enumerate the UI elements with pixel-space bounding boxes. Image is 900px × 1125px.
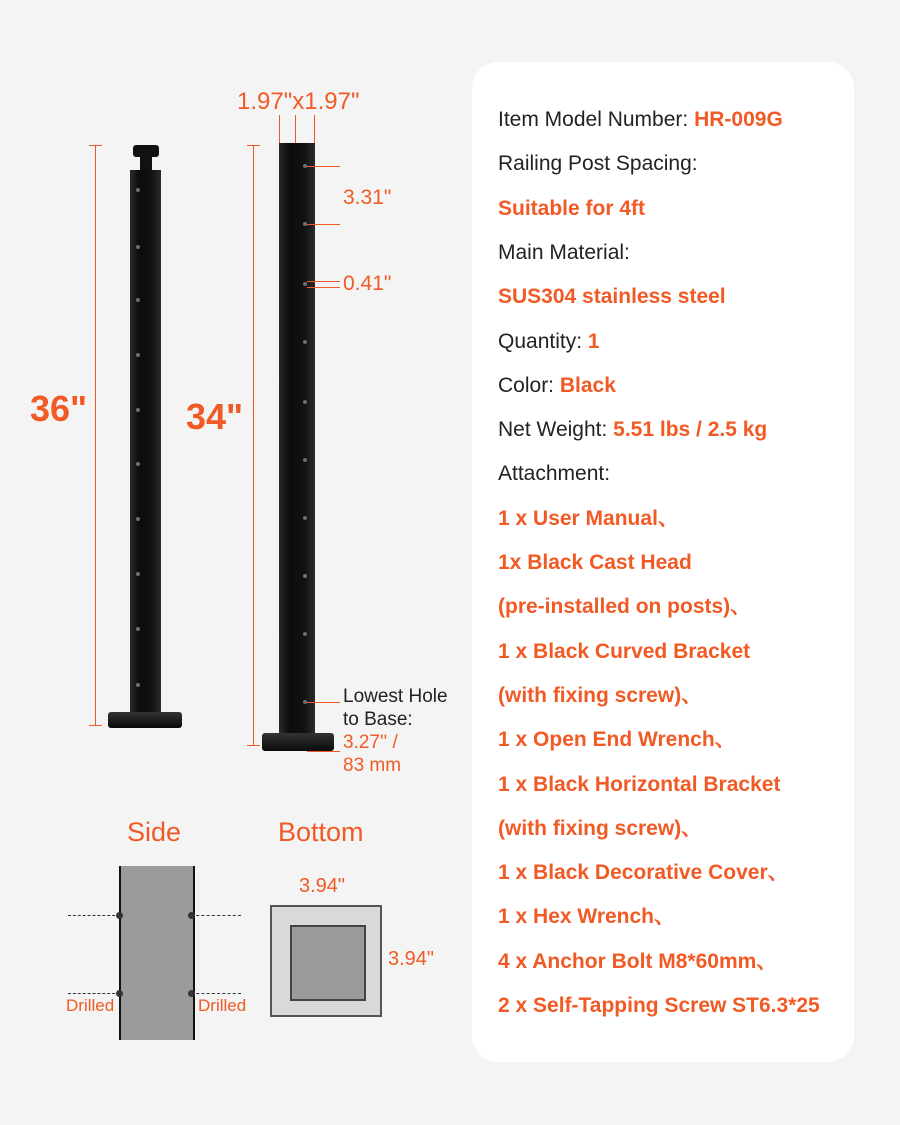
spec-value: 2 x Self-Tapping Screw ST6.3*25 — [498, 994, 820, 1017]
hole — [136, 517, 140, 521]
spec-line — [498, 107, 783, 133]
spec-value: Black — [559, 373, 616, 397]
spec-value: HR-009G — [694, 108, 783, 131]
hole — [136, 353, 140, 357]
spec-value: 1x Black Cast Head — [498, 551, 692, 574]
drill-point — [188, 912, 195, 919]
spec-line — [498, 949, 777, 975]
spec-line — [498, 639, 750, 665]
post-height-bottom-tick — [247, 745, 260, 746]
spec-line — [498, 993, 820, 1019]
total-height-bottom-tick — [89, 725, 102, 726]
spec-line — [498, 816, 702, 842]
spec-value: 1 x Black Curved Bracket — [498, 639, 751, 663]
drilled-label-left: Drilled — [66, 996, 115, 1015]
spec-line — [498, 284, 726, 310]
hole-size-tick-top — [307, 281, 340, 282]
spec-line — [498, 683, 702, 709]
spec-label: Attachment: — [498, 462, 611, 486]
base-depth-label: 3.94" — [388, 948, 435, 970]
spec-value: 1 x Black Horizontal Bracket — [498, 772, 781, 796]
hole — [136, 408, 140, 412]
drill-point — [116, 912, 123, 919]
spec-line — [498, 151, 698, 177]
hole — [136, 683, 140, 687]
drill-point — [116, 990, 123, 997]
spacing-tick-top — [307, 166, 340, 167]
spec-line — [498, 506, 679, 532]
hole — [303, 516, 307, 520]
total-height-label: 36" — [30, 388, 88, 429]
spec-value: 1 x User Manual、 — [498, 506, 679, 530]
width-tick-left — [279, 115, 280, 143]
hole — [303, 574, 307, 578]
base-width-label: 3.94" — [299, 875, 346, 897]
spec-line — [498, 904, 675, 930]
hole-spacing-label: 3.31" — [343, 186, 392, 209]
hole — [303, 340, 307, 344]
spec-line — [498, 373, 616, 399]
base-plate-bottom-view — [270, 905, 382, 1017]
right-base-plate — [262, 733, 334, 751]
hole — [136, 298, 140, 302]
hole — [136, 245, 140, 249]
spec-value: 1 x Black Decorative Cover、 — [498, 861, 789, 885]
side-title: Side — [127, 817, 182, 847]
lowest-hole-value-1: 3.27'' / — [343, 732, 398, 753]
post-height-top-tick — [247, 145, 260, 146]
drilled-label-right: Drilled — [198, 996, 247, 1015]
lowest-hole-title-2: to Base: — [343, 709, 413, 730]
spec-value: 1 x Hex Wrench、 — [498, 905, 676, 929]
drill-line — [68, 915, 120, 916]
spec-line — [498, 550, 692, 576]
lowest-hole-tick-bottom — [307, 751, 340, 752]
spec-line — [498, 329, 600, 355]
hole — [303, 400, 307, 404]
spec-card — [472, 62, 854, 1062]
bottom-title: Bottom — [278, 817, 364, 847]
total-height-top-tick — [89, 145, 102, 146]
spec-label: Railing Post Spacing: — [498, 152, 698, 176]
spec-line — [498, 860, 789, 886]
spec-value: (with fixing screw)、 — [498, 816, 703, 840]
spec-line — [498, 772, 780, 798]
spec-line — [498, 196, 645, 222]
spec-value: 4 x Anchor Bolt M8*60mm、 — [498, 949, 778, 973]
hole — [136, 188, 140, 192]
drill-line — [191, 993, 241, 994]
spec-value: Suitable for 4ft — [498, 196, 646, 220]
base-plate-center — [290, 925, 366, 1001]
hole-size-tick-bottom — [307, 287, 340, 288]
post-height-line — [253, 145, 254, 745]
left-post-body — [130, 170, 161, 715]
hole — [303, 632, 307, 636]
spec-label: Color: — [498, 373, 560, 397]
spec-line — [498, 727, 736, 753]
spec-line — [498, 240, 630, 266]
hole — [136, 627, 140, 631]
spec-value: (pre-installed on posts)、 — [498, 595, 752, 619]
width-tick-mid — [295, 115, 296, 143]
left-base-plate — [108, 712, 182, 728]
lowest-hole-title: Lowest Hole — [343, 686, 448, 707]
spacing-tick-bottom — [307, 224, 340, 225]
post-height-label: 34" — [186, 396, 244, 437]
spec-value: SUS304 stainless steel — [498, 285, 726, 309]
spec-value: 1 x Open End Wrench、 — [498, 728, 736, 752]
hole — [303, 458, 307, 462]
lowest-hole-tick-top — [307, 702, 340, 703]
hole — [136, 572, 140, 576]
spec-value: 1 — [587, 329, 600, 353]
spec-line — [498, 461, 610, 487]
hole — [303, 282, 307, 286]
spec-label: Main Material: — [498, 240, 630, 264]
spec-label: Item Model Number: — [498, 108, 695, 131]
drill-line — [68, 993, 120, 994]
spec-line — [498, 417, 767, 443]
drill-point — [188, 990, 195, 997]
hole-diameter-label: 0.41" — [343, 272, 392, 295]
spec-label: Net Weight: — [498, 418, 614, 442]
total-height-line — [95, 145, 96, 725]
post-width-label: 1.97"x1.97" — [237, 88, 360, 115]
spec-label: Quantity: — [498, 329, 588, 353]
spec-line — [498, 594, 751, 620]
right-post-body — [279, 143, 315, 740]
hole — [136, 462, 140, 466]
side-view-profile — [119, 866, 195, 1040]
lowest-hole-value-2: 83 mm — [343, 755, 402, 776]
spec-value: 5.51 lbs / 2.5 kg — [613, 418, 768, 442]
width-tick-right — [314, 115, 315, 143]
drill-line — [191, 915, 241, 916]
spec-value: (with fixing screw)、 — [498, 683, 703, 707]
